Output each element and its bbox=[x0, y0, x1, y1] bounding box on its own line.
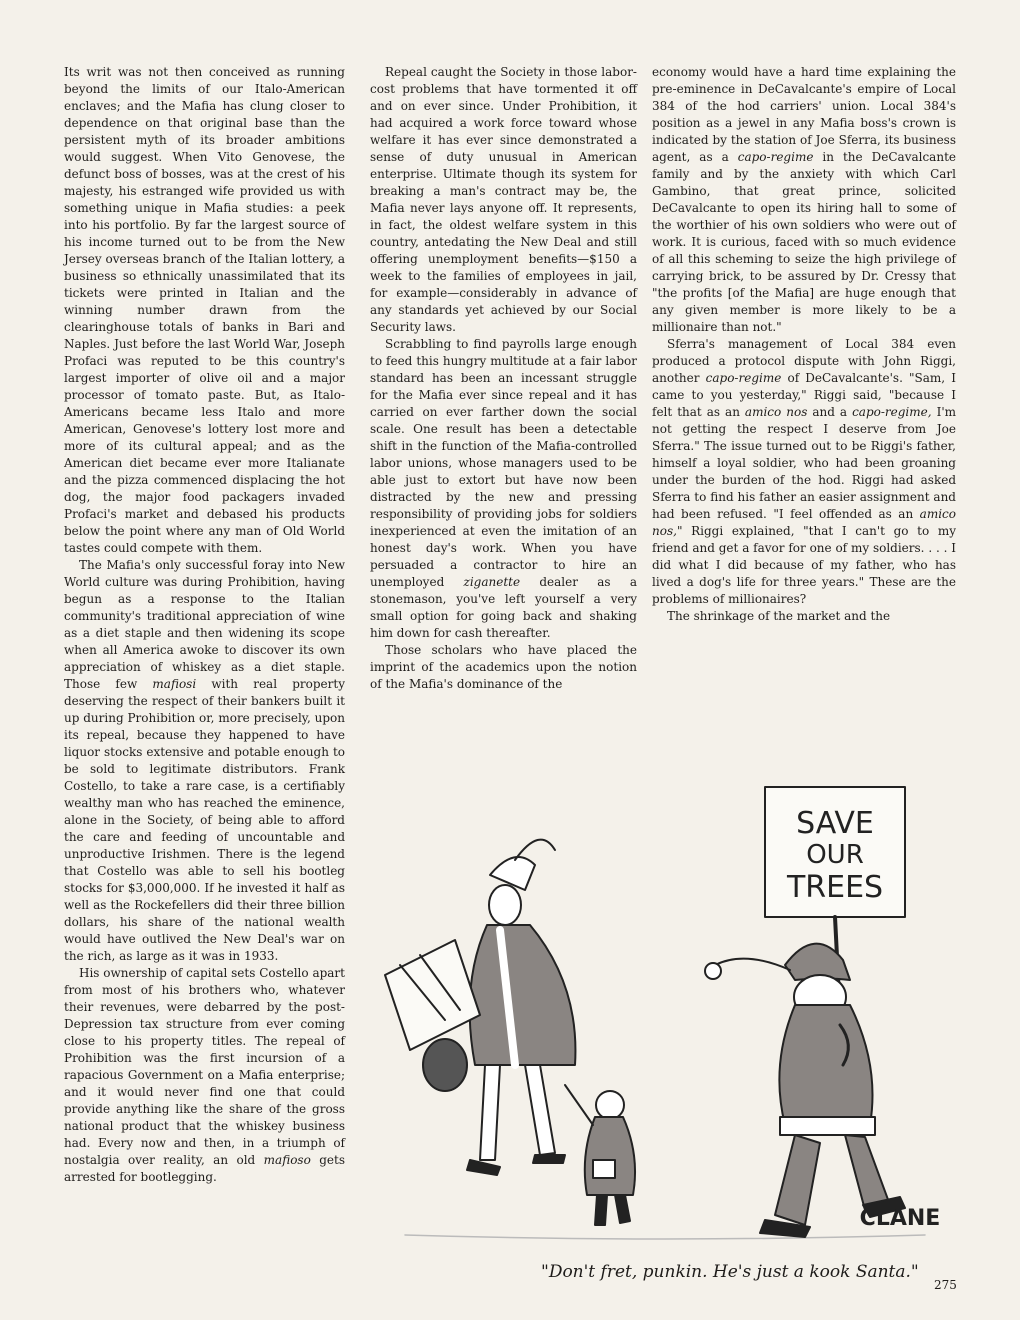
paragraph: economy would have a hard time explaining the pre-eminence in DeCavalcante's empire of Local 384 of the hod carriers' union. Local 384's position as a jewel in any Mafia boss's crown is indicated by the station of Joe Sferra, its business agent, as a capo-regime in the DeCavalcante family and by the anxiety with which Carl Gambino, that great prince, solicited DeCavalcante to open its hiring hall to some of the worthier of his own soldiers who were out of work. It is curious, faced with so much evidence of all this scheming to seize the high privilege of carrying brick, to be assured by Dr. Cressy that "the profits [of the Mafia] are huge enough that any given member is more likely to be a millionaire than not." bbox=[652, 65, 956, 334]
page-number: 275 bbox=[934, 1278, 957, 1292]
text-column-1 bbox=[64, 64, 345, 1186]
santa-figure bbox=[705, 944, 905, 1237]
sign-text: SAVE bbox=[796, 806, 874, 841]
paragraph: Sferra's management of Local 384 even produced a protocol dispute with John Riggi, another capo-regime of DeCavalcante's. "Sam, I came to you yesterday," Riggi said, "because I felt that as an amico nos and a capo-regime, I'm not getting the respect I deserve from Joe Sferra." The issue turned out to be Riggi's father, himself a loyal soldier, who had been groaning under the burden of the hod. Riggi had asked Sferra to find his father an easier assignment and had been refused. "I feel offended as an amico nos," Riggi explained, "that I can't go to my friend and get a favor for one of my soldiers. . . . I did what I did because of my father, who has lived a dog's life for three years." These are the problems of millionaires? bbox=[652, 337, 956, 606]
paragraph: Repeal caught the Society in those labor-cost problems that have tormented it off and on ever since. Under Prohibition, it had acquired a work force toward whose welfare it has ever since demonstrated a sense of duty unusual in American enterprise. Ultimate though its system for breaking a man's contract may be, the Mafia never lays anyone off. It represents, in fact, the oldest welfare system in this country, antedating the New Deal and still offering unemployment benefits—$150 a week to the families of employees in jail, for example—considerably in advance of any standards yet achieved by our Social Security laws. bbox=[370, 65, 637, 334]
text-column-2 bbox=[370, 64, 637, 693]
sign-text: OUR bbox=[806, 840, 864, 870]
sign-text: TREES bbox=[786, 870, 884, 905]
woman-figure bbox=[385, 840, 575, 1175]
paragraph: The shrinkage of the market and the bbox=[667, 609, 891, 623]
paragraph: His ownership of capital sets Costello apart from most of his brothers who, whatever their revenues, were debarred by the post-Depression tax structure from ever coming close to his property titles. The repeal of Prohibition was the first incursion of a rapacious Government on a Mafia enterprise; and it would never find one that could provide anything like the share of the gross national product that the whiskey business had. Every now and then, in a triumph of nostalgia over reality, an old mafioso gets arrested for bootlegging. bbox=[64, 966, 345, 1184]
child-figure bbox=[565, 1085, 635, 1225]
ground-line bbox=[405, 1235, 925, 1239]
paragraph: Scrabbling to find payrolls large enough to feed this hungry multitude at a fair labor standard has been an incessant struggle for the Mafia ever since repeal and it has carried on ever farther down the social scale. One result has been a detectable shift in the function of the Mafia-controlled labor unions, whose managers used to be able just to extort but have now been distracted by the new and pressing responsibility of providing jobs for soldiers inexperienced at even the imitation of an honest day's work. When you have persuaded a contractor to hire an unemployed ziganette dealer as a stonemason, you've left yourself a very small option for going back and shaking him down for cash thereafter. bbox=[370, 337, 637, 640]
cartoon-caption: "Don't fret, punkin. He's just a kook Santa." bbox=[541, 1262, 919, 1282]
artist-signature: CLANE bbox=[859, 1206, 941, 1231]
cartoon-illustration bbox=[365, 765, 957, 1265]
paragraph: Those scholars who have placed the imprint of the academics upon the notion of the Mafia's dominance of the bbox=[370, 643, 637, 691]
paragraph: Its writ was not then conceived as running beyond the limits of our Italo-American enclaves; and the Mafia has clung closer to dependence on that original base than the persistent myth of its broader ambitions would suggest. When Vito Genovese, the defunct boss of bosses, was at the crest of his majesty, his estranged wife provided us with something unique in Mafia studies: a peek into his portfolio. By far the largest source of his income turned out to be from the New Jersey overseas branch of the Italian lottery, a business so ethnically unassimilated that its tickets were printed in Italian and the winning number drawn from the clearinghouse totals of banks in Bari and Naples. Just before the last World War, Joseph Profaci was reputed to be this country's largest importer of olive oil and a major processor of tomato paste. But, as Italo-Americans became less Italo and more American, Genovese's lottery lost more and more of its cultural appeal; and as the American diet became ever more Italianate and the pizza commenced displacing the hot dog, the major food packagers invaded Profaci's market and debased his products below the point where any man of Old World tastes could compete with them. bbox=[64, 65, 345, 555]
paragraph: The Mafia's only successful foray into New World culture was during Prohibition, having begun as a response to the Italian community's traditional appreciation of wine as a diet staple and then widening its scope when all America awoke to discover its own appreciation of whiskey as a diet staple. Those few mafiosi with real property deserving the respect of their bankers built it up during Prohibition or, more precisely, upon its repeal, because they happened to have liquor stocks extensive and potable enough to be sold to legitimate distributors. Frank Costello, to take a rare case, is a certifiably wealthy man who has reached the eminence, alone in the Society, of being able to afford the care and feeding of uncountable and unproductive Irishmen. There is the legend that Costello was able to sell his bootleg stocks for $3,000,000. If he invested it half as well as the Rockefellers did their three billion dollars, his share of the national wealth would have outlived the New Deal's war on the rich, as large as it was in 1933. bbox=[64, 558, 345, 963]
text-column-3 bbox=[652, 64, 956, 625]
